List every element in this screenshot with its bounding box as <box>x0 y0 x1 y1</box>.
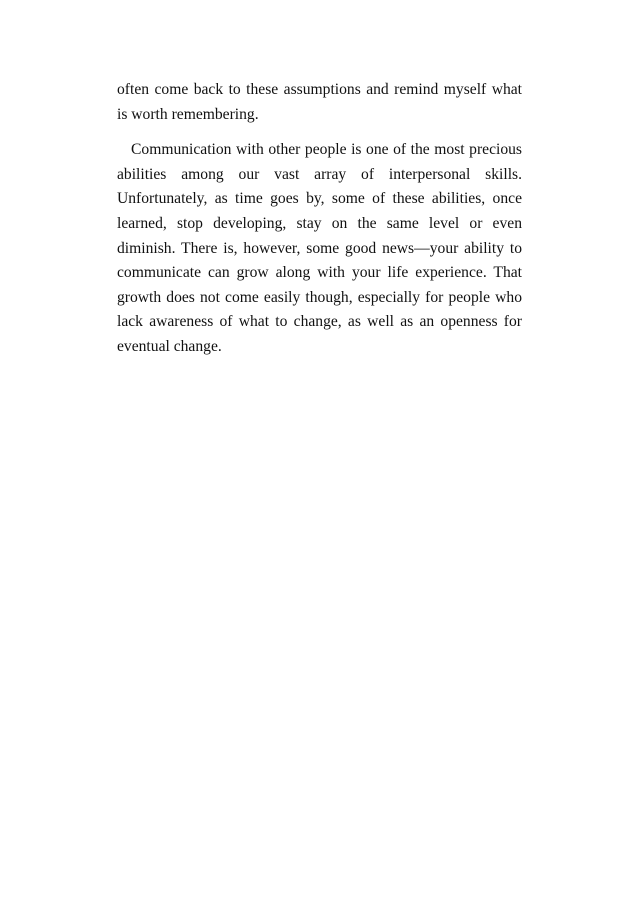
paragraph-communication: Communication with other people is one of the most precious abilities among our vast array of interpersonal skills. Unfortunately, as time goes by, some of these abilities, once learned, stop developing, stay on the same level or even diminish. There is, however, some good news—your ability to communicate can grow along with your life experience. That growth does not come easily though, especially for people who lack awareness of what to change, as well as an openness for eventual change. <box>117 141 522 355</box>
paragraph-continued: often come back to these assumptions and remind myself what is worth remembering. <box>117 81 522 123</box>
body-text <box>117 78 522 360</box>
